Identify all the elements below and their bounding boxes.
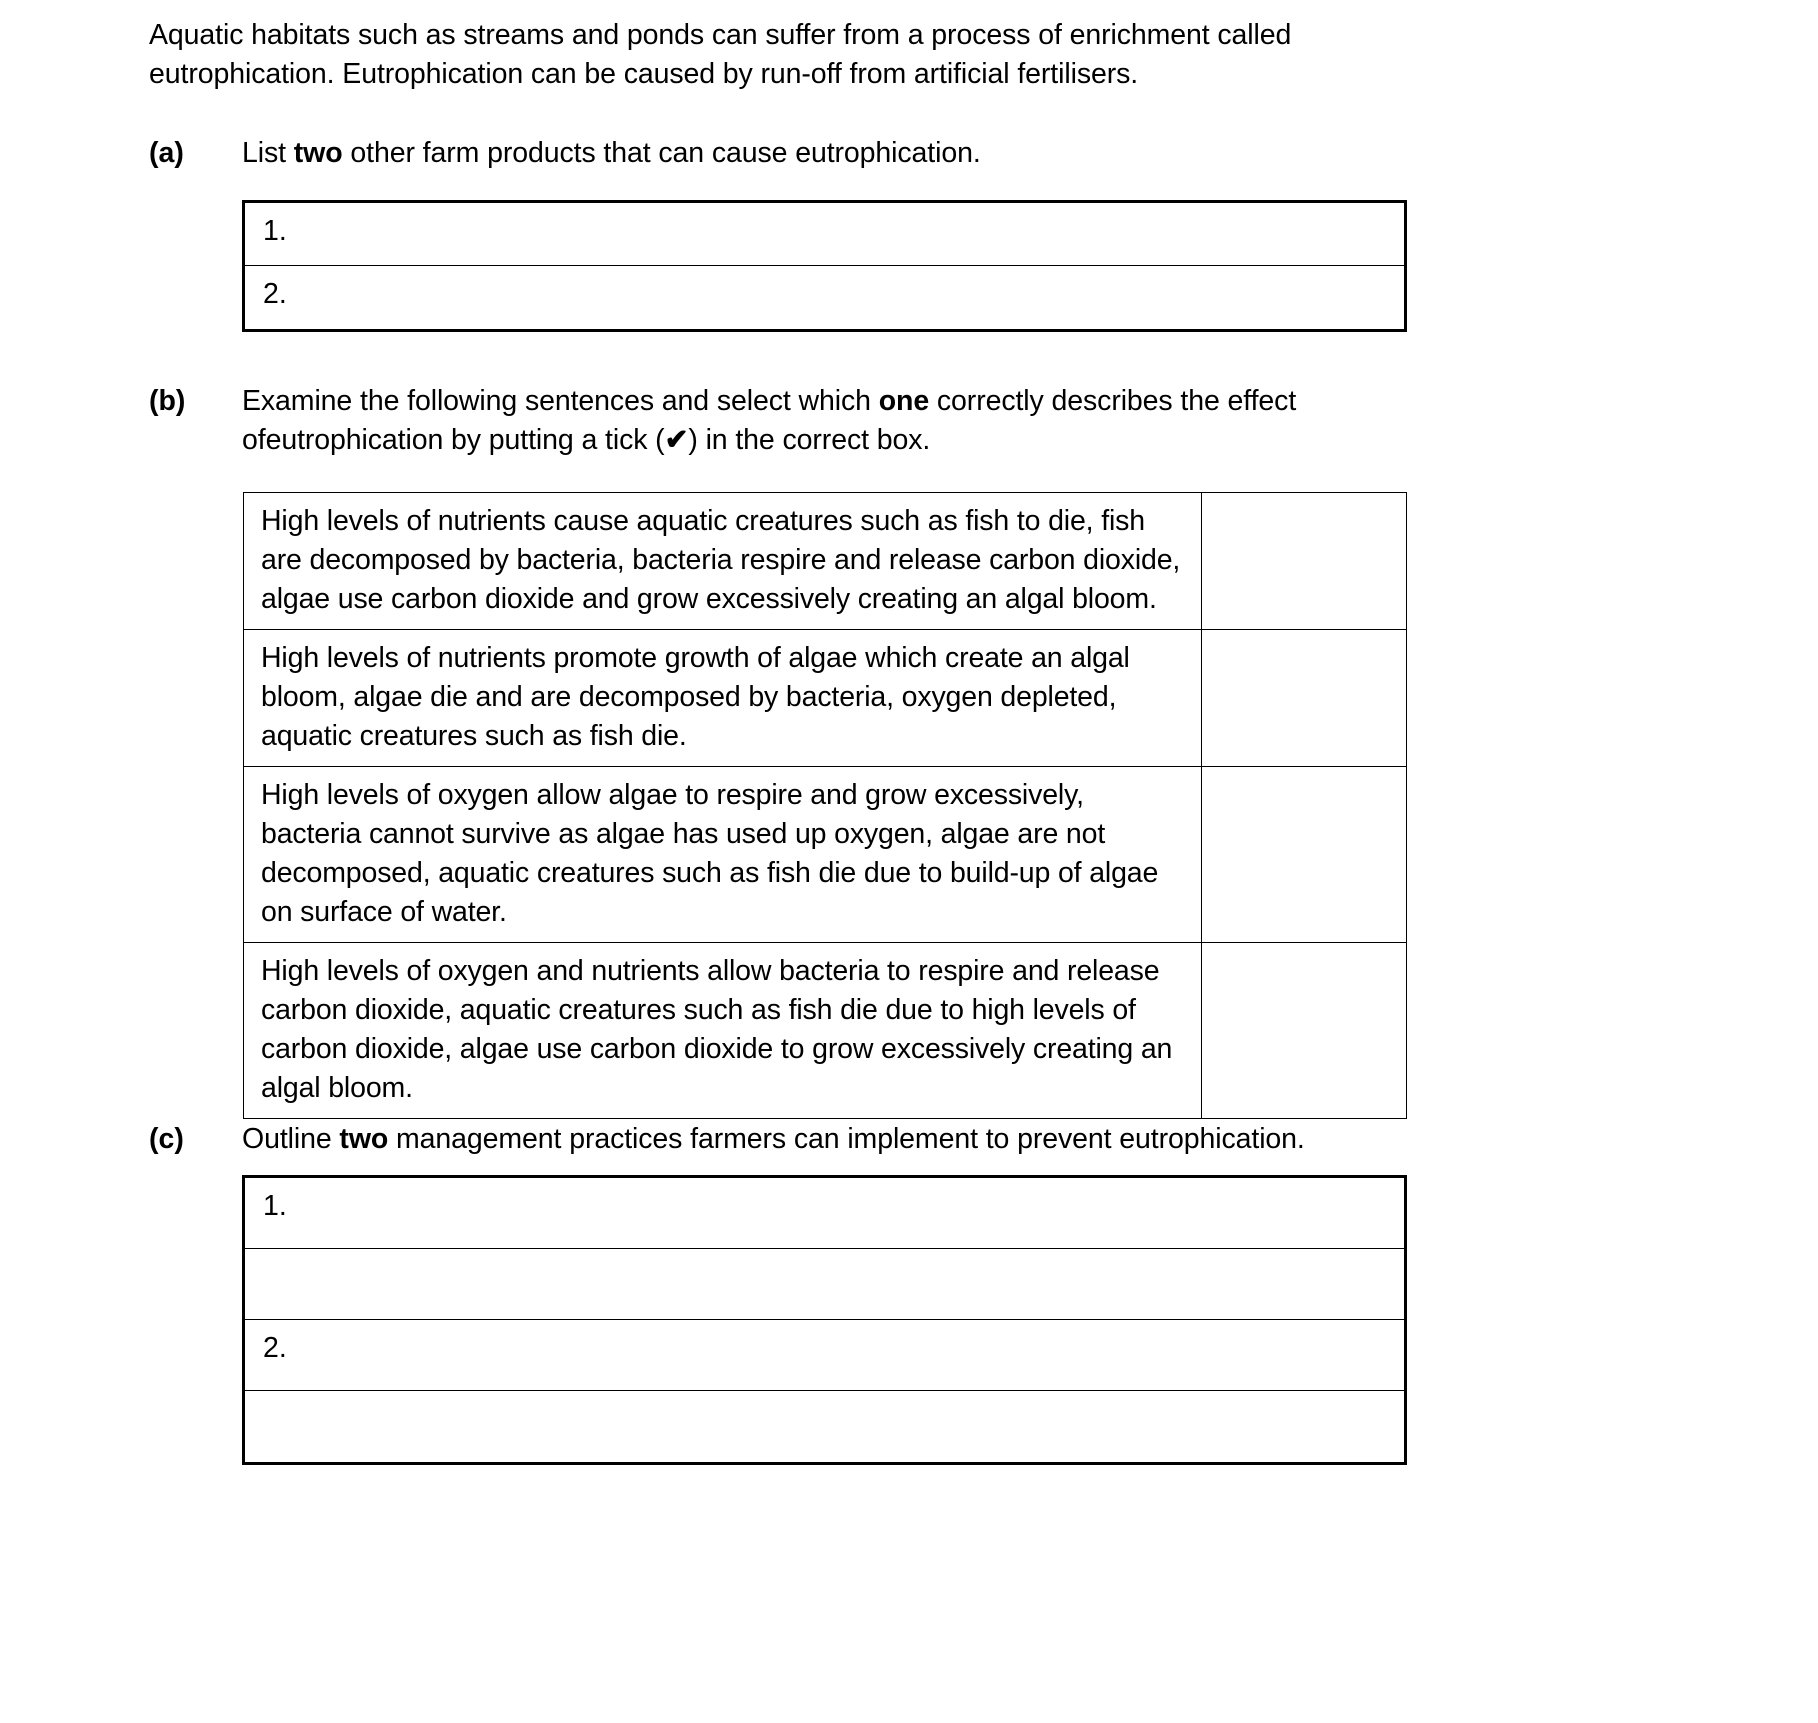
question-b-line1-emphasis: one <box>878 385 930 417</box>
question-a-label: (a) <box>149 137 184 169</box>
question-c-label: (c) <box>149 1123 184 1155</box>
question-b-line1-after: correctly describes the effect of <box>242 385 1297 456</box>
answer-row[interactable] <box>245 1391 1404 1462</box>
question-a-text-before: List <box>242 137 294 169</box>
multiple-choice-table <box>243 492 1407 1119</box>
tick-icon: ✔ <box>664 424 689 456</box>
question-c-text-before: Outline <box>242 1123 340 1155</box>
answer-table-c <box>242 1175 1407 1465</box>
tick-box[interactable] <box>1202 943 1406 1118</box>
option-statement: High levels of nutrients cause aquatic creatures such as fish to die, fish are decomposed by bacteria, bacteria respire and release carbon dioxide, algae use carbon dioxide and grow excessively creating an algal bloom. <box>244 493 1202 629</box>
answer-row[interactable] <box>245 1249 1404 1320</box>
tick-box[interactable] <box>1202 493 1406 629</box>
option-statement: High levels of oxygen and nutrients allow bacteria to respire and release carbon dioxide, aquatic creatures such as fish die due to high levels of carbon dioxide, algae use carbon dioxide to grow excessively creating an algal bloom. <box>244 943 1202 1118</box>
question-b-text <box>242 382 1411 460</box>
answer-row[interactable]: 1. <box>245 1178 1404 1249</box>
question-a-text <box>242 134 1409 173</box>
answer-row[interactable]: 2. <box>263 278 287 310</box>
table-row <box>244 493 1406 630</box>
intro-paragraph: Aquatic habitats such as streams and ponds can suffer from a process of enrichment called eutrophication. Eutrophication can be caused by run-off from artificial fertilisers. <box>149 19 1292 90</box>
question-c <box>149 1120 1411 1159</box>
question-a <box>149 134 1409 173</box>
tick-box[interactable] <box>1202 630 1406 766</box>
question-b <box>149 382 1411 460</box>
question-a-text-after: other farm products that can cause eutrophication. <box>342 137 981 169</box>
table-row <box>244 767 1406 943</box>
question-a-emphasis: two <box>293 137 343 169</box>
table-row <box>244 943 1406 1118</box>
table-row <box>244 630 1406 767</box>
question-b-label: (b) <box>149 385 186 417</box>
answer-table-a <box>242 200 1407 332</box>
option-statement: High levels of nutrients promote growth of algae which create an algal bloom, algae die and are decomposed by bacteria, oxygen depleted, aquatic creatures such as fish die. <box>244 630 1202 766</box>
question-b-line1-before: Examine the following sentences and select which <box>242 385 879 417</box>
question-b-line2-before: eutrophication by putting a tick ( <box>265 424 665 456</box>
tick-box[interactable] <box>1202 767 1406 942</box>
option-statement: High levels of oxygen allow algae to respire and grow excessively, bacteria cannot survive as algae has used up oxygen, algae are not decomposed, aquatic creatures such as fish die due to build-up of algae on surface of water. <box>244 767 1202 942</box>
answer-row[interactable]: 2. <box>245 1320 1404 1391</box>
question-c-emphasis: two <box>339 1123 389 1155</box>
question-b-line2-after: ) in the correct box. <box>688 424 931 456</box>
answer-row[interactable]: 1. <box>245 203 1404 266</box>
question-c-text <box>242 1120 1411 1159</box>
question-c-text-after: management practices farmers can implement to prevent eutrophication. <box>388 1123 1305 1155</box>
